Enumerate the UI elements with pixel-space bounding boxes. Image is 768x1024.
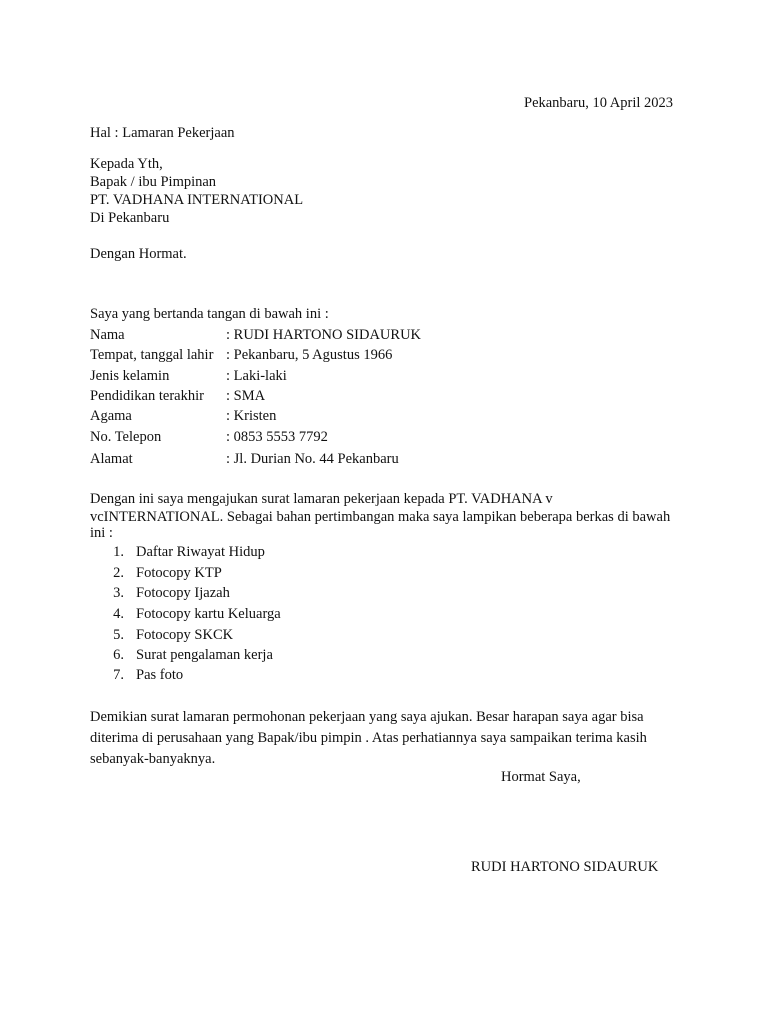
recipient-line: Bapak / ibu Pimpinan [90,174,217,190]
list-text: Surat pengalaman kerja [136,647,273,663]
detail-label: Nama [90,327,125,343]
detail-label: Jenis kelamin [90,368,170,384]
detail-value: : Laki-laki [226,368,287,384]
closing-line: diterima di perusahaan yang Bapak/ibu pimpin . Atas perhatiannya saya sampaikan terima kasih [90,730,647,746]
list-number: 5. [113,627,124,643]
detail-value: : SMA [226,388,266,404]
detail-label: Alamat [90,451,133,467]
detail-label: No. Telepon [90,429,162,445]
signatory-name: RUDI HARTONO SIDAURUK [471,859,659,875]
intro-text: Saya yang bertanda tangan di bawah ini : [90,306,329,322]
letter-date: Pekanbaru, 10 April 2023 [524,95,674,111]
list-number: 4. [113,606,124,622]
detail-label: Pendidikan terakhir [90,388,204,404]
list-number: 7. [113,667,124,683]
recipient-line: PT. VADHANA INTERNATIONAL [90,192,304,208]
body-line: vcINTERNATIONAL. Sebagai bahan pertimbangan maka saya lampikan beberapa berkas di bawah [90,509,671,525]
detail-value: : RUDI HARTONO SIDAURUK [226,327,422,343]
list-text: Fotocopy kartu Keluarga [136,606,281,622]
closing-line: sebanyak-banyaknya. [90,751,216,767]
list-number: 2. [113,565,124,581]
detail-value: : 0853 5553 7792 [226,429,328,445]
list-text: Fotocopy KTP [136,565,222,581]
closing-line: Demikian surat lamaran permohonan pekerjaan yang saya ajukan. Besar harapan saya agar bisa [90,709,644,725]
list-text: Fotocopy SKCK [136,627,234,643]
list-text: Fotocopy Ijazah [136,585,230,601]
detail-value: : Pekanbaru, 5 Agustus 1966 [226,347,393,363]
detail-value: : Jl. Durian No. 44 Pekanbaru [226,451,399,467]
recipient-line: Kepada Yth, [90,156,163,172]
sign-off: Hormat Saya, [501,769,581,785]
detail-label: Agama [90,408,132,424]
detail-label: Tempat, tanggal lahir [90,347,214,363]
detail-value: : Kristen [226,408,277,424]
list-text: Daftar Riwayat Hidup [136,544,265,560]
greeting: Dengan Hormat. [90,246,187,262]
body-line: Dengan ini saya mengajukan surat lamaran pekerjaan kepada PT. VADHANA v [90,491,553,507]
body-line: ini : [90,525,113,541]
letter-subject: Hal : Lamaran Pekerjaan [90,125,235,141]
list-number: 1. [113,544,124,560]
list-text: Pas foto [136,667,184,683]
list-number: 3. [113,585,124,601]
list-number: 6. [113,647,124,663]
recipient-line: Di Pekanbaru [90,210,170,226]
